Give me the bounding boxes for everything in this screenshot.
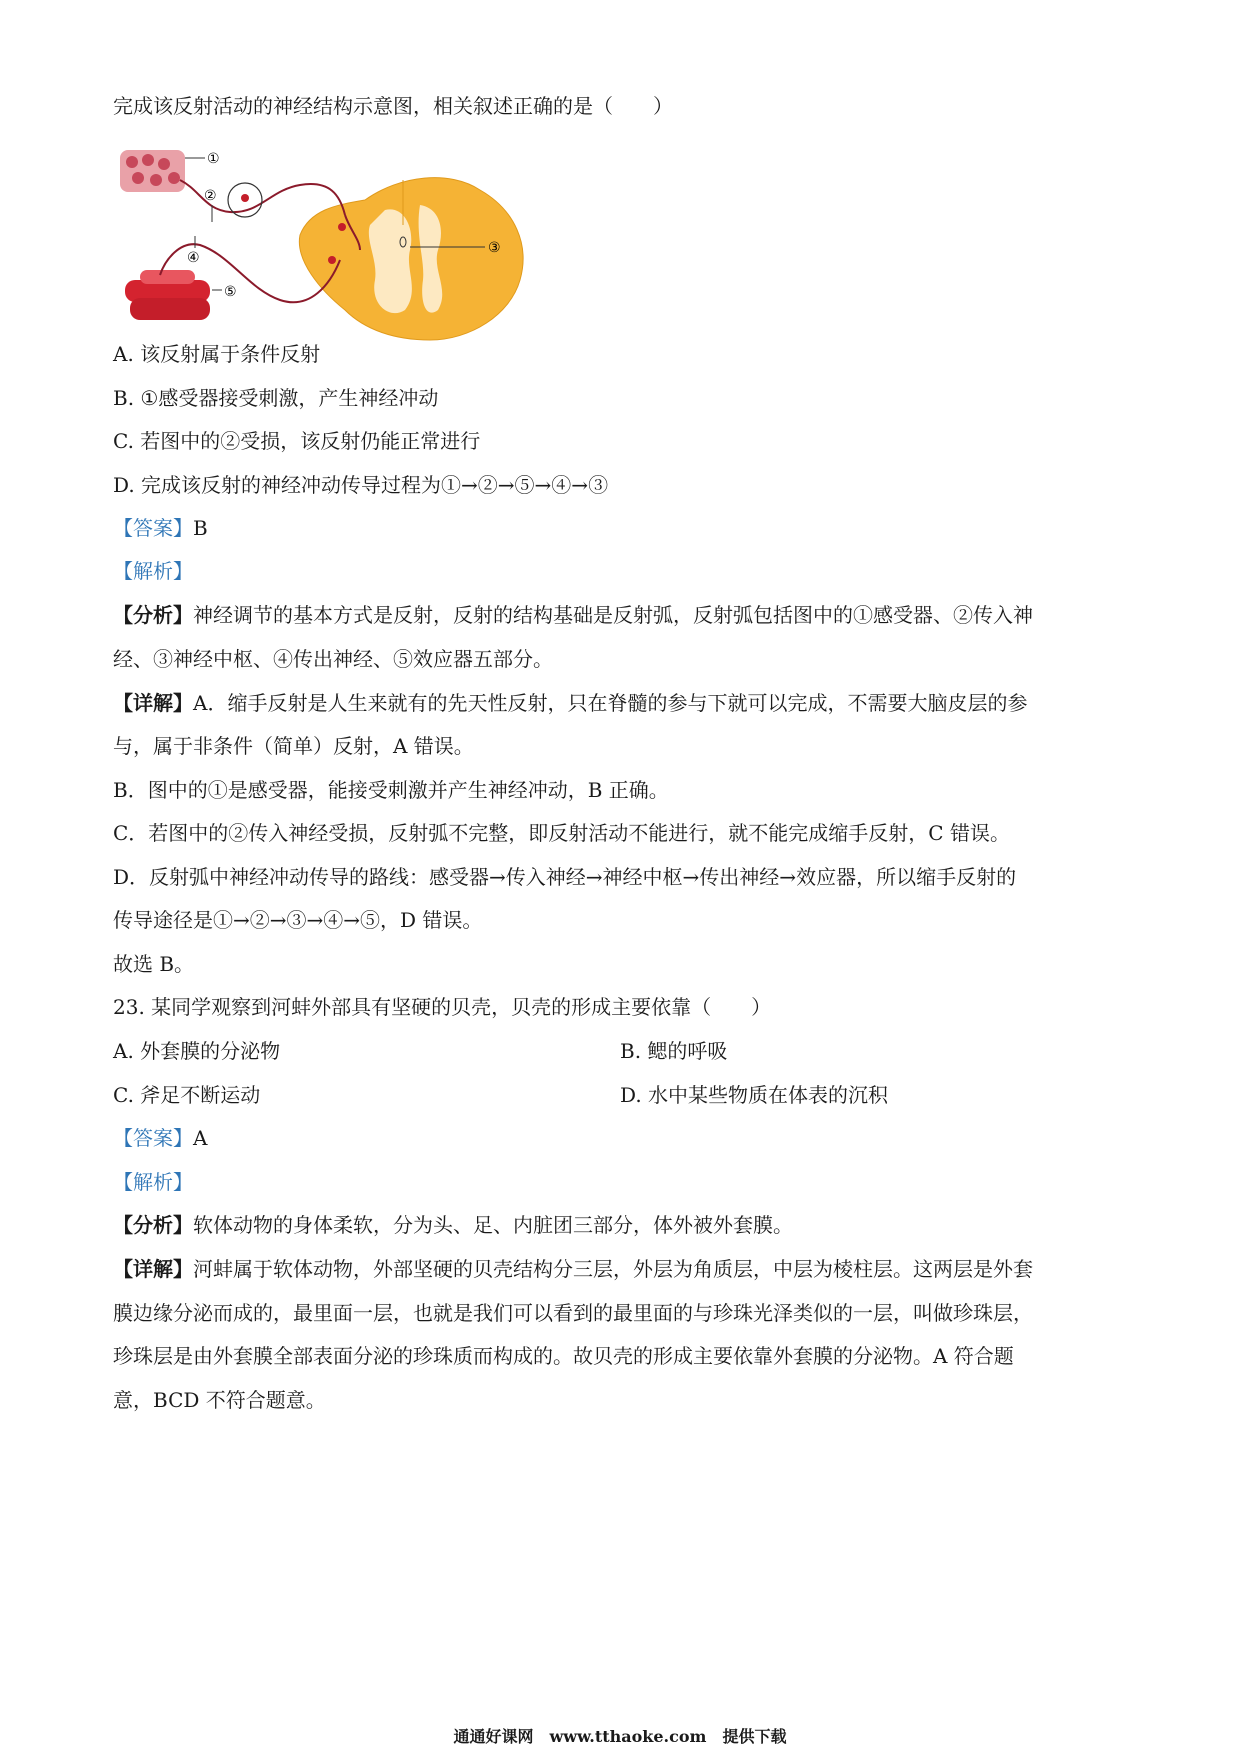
label-4: ④ bbox=[187, 250, 200, 266]
fenxi-tag: 【分析】 bbox=[113, 603, 193, 627]
xiangjie-tag: 【详解】 bbox=[113, 1257, 193, 1281]
q23-fenxi-line bbox=[113, 1211, 793, 1239]
q22-stem: 完成该反射活动的神经结构示意图，相关叙述正确的是（ ） bbox=[113, 94, 673, 118]
answer-tag: 【答案】 bbox=[113, 1126, 193, 1150]
fenxi-tag: 【分析】 bbox=[113, 1213, 193, 1237]
q22-option-d: D. 完成该反射的神经冲动传导过程为①→②→⑤→④→③ bbox=[113, 473, 609, 497]
q22-option-b: B. ①感受器接受刺激，产生神经冲动 bbox=[113, 386, 439, 410]
q23-fenxi-text: 软体动物的身体柔软，分为头、足、内脏团三部分，体外被外套膜。 bbox=[193, 1213, 793, 1237]
q22-option-c: C. 若图中的②受损，该反射仍能正常进行 bbox=[113, 429, 481, 453]
q23-option-d: D. 水中某些物质在体表的沉积 bbox=[620, 1083, 889, 1107]
q22-fenxi-line-2: 经、③神经中枢、④传出神经、⑤效应器五部分。 bbox=[113, 647, 553, 671]
q23-xiangjie-line-2: 膜边缘分泌而成的，最里面一层，也就是我们可以看到的最里面的与珍珠光泽类似的一层，叫做珍珠层， bbox=[113, 1301, 1033, 1325]
q23-option-b: B. 鳃的呼吸 bbox=[620, 1039, 728, 1063]
q22-xiangjie-line-1 bbox=[113, 689, 1027, 717]
q23-option-c: C. 斧足不断运动 bbox=[113, 1083, 261, 1107]
label-5: ⑤ bbox=[224, 284, 237, 300]
q22-fenxi-text-1: 神经调节的基本方式是反射，反射的结构基础是反射弧，反射弧包括图中的①感受器、②传入神 bbox=[193, 603, 1033, 627]
page-footer: 通通好课网 www.tthaoke.com 提供下载 bbox=[453, 1727, 787, 1746]
q22-xiangjie-text-1: A．缩手反射是人生来就有的先天性反射，只在脊髓的参与下就可以完成，不需要大脑皮层的参 bbox=[193, 691, 1028, 715]
q23-answer-line bbox=[113, 1124, 207, 1152]
q22-xiangjie-line-4: C．若图中的②传入神经受损，反射弧不完整，即反射活动不能进行，就不能完成缩手反射，C 错误。 bbox=[113, 821, 1010, 845]
label-3: ③ bbox=[488, 240, 501, 256]
q23-option-a: A. 外套膜的分泌物 bbox=[113, 1039, 281, 1063]
effector-muscle-illustration bbox=[125, 270, 210, 320]
xiangjie-tag: 【详解】 bbox=[113, 691, 193, 715]
q22-xiangjie-line-3: B．图中的①是感受器，能接受刺激并产生神经冲动，B 正确。 bbox=[113, 778, 669, 802]
q23-xiangjie-line-3: 珍珠层是由外套膜全部表面分泌的珍珠质而构成的。故贝壳的形成主要依靠外套膜的分泌物。A 符合题 bbox=[113, 1344, 1014, 1368]
label-1: ① bbox=[207, 151, 220, 167]
q22-xiangjie-line-5: D．反射弧中神经冲动传导的路线：感受器→传入神经→神经中枢→传出神经→效应器，所以缩手反射的 bbox=[113, 865, 1017, 889]
q22-option-a: A. 该反射属于条件反射 bbox=[113, 342, 321, 366]
q22-conclusion: 故选 B。 bbox=[113, 952, 195, 976]
reflex-arc-diagram bbox=[120, 150, 560, 365]
answer-tag: 【答案】 bbox=[113, 516, 193, 540]
q22-analysis-tag: 【解析】 bbox=[113, 559, 193, 583]
receptor-skin-illustration bbox=[120, 150, 185, 192]
q22-fenxi-line-1 bbox=[113, 601, 1033, 629]
q23-xiangjie-text-1: 河蚌属于软体动物，外部坚硬的贝壳结构分三层，外层为角质层，中层为棱柱层。这两层是外套 bbox=[193, 1257, 1033, 1281]
q23-stem: 23. 某同学观察到河蚌外部具有坚硬的贝壳，贝壳的形成主要依靠（ ） bbox=[113, 995, 772, 1019]
q23-answer: A bbox=[193, 1126, 208, 1150]
q22-xiangjie-line-6: 传导途径是①→②→③→④→⑤，D 错误。 bbox=[113, 908, 483, 932]
q23-analysis-tag: 【解析】 bbox=[113, 1170, 193, 1194]
q23-xiangjie-line-1 bbox=[113, 1255, 1033, 1283]
q22-answer: B bbox=[193, 516, 208, 540]
q23-xiangjie-line-4: 意，BCD 不符合题意。 bbox=[113, 1388, 326, 1412]
label-2: ② bbox=[204, 188, 217, 204]
q22-answer-line bbox=[113, 514, 208, 542]
q22-xiangjie-line-2: 与，属于非条件（简单）反射，A 错误。 bbox=[113, 734, 474, 758]
